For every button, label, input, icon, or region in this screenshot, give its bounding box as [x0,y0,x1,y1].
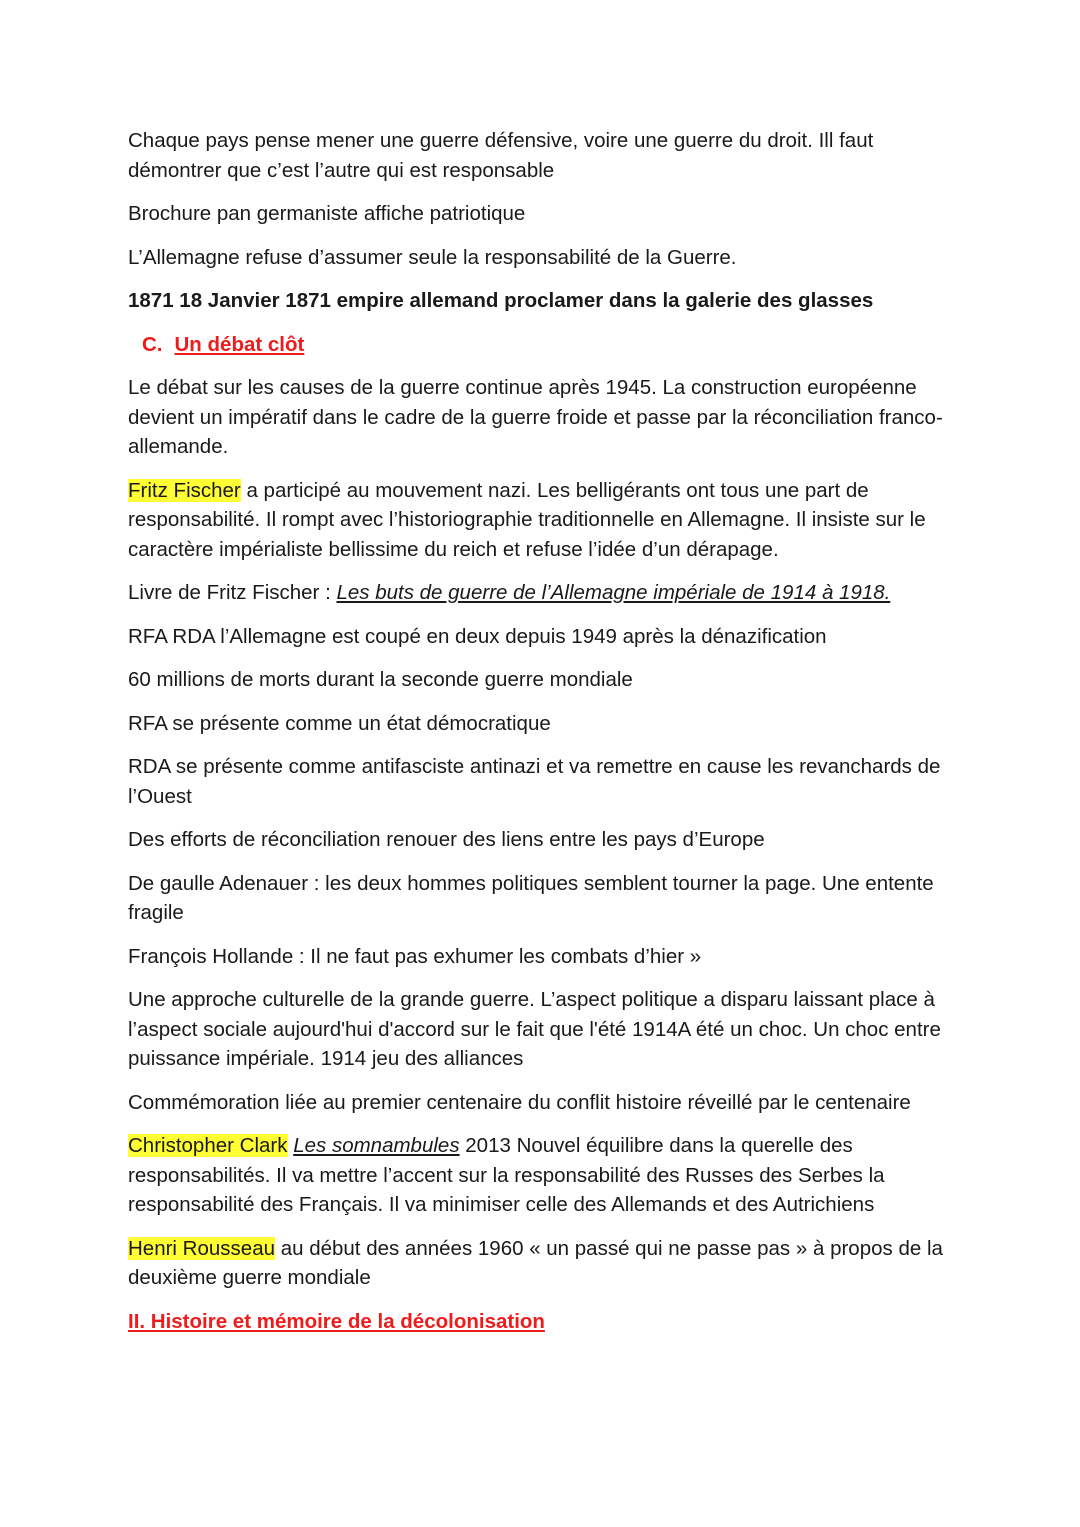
paragraph-brochure: Brochure pan germaniste affiche patriotique [128,202,526,225]
paragraph-de-gaulle-adenauer: De gaulle Adenauer : les deux hommes politiques semblent tourner la page. Une entente fragile [128,871,934,924]
paragraph-60-millions: 60 millions de morts durant la seconde guerre mondiale [128,668,633,691]
paragraph-fritz-fischer [128,476,958,565]
paragraph-henri-rousseau [128,1234,958,1293]
section-letter: C. [142,332,163,356]
paragraph-commemoration: Commémoration liée au premier centenaire du conflit histoire réveillé par le centenaire [128,1090,911,1114]
highlighted-name: Christopher Clark [128,1134,288,1157]
section-heading-ii: II. Histoire et mémoire de la décolonisation [128,1309,545,1333]
paragraph-rfa: RFA se présente comme un état démocratique [128,711,551,735]
highlighted-name: Henri Rousseau [128,1236,275,1260]
paragraph-approche-culturelle: Une approche culturelle de la grande guerre. L’aspect politique a disparu laissant place à l’aspect sociale aujourd'hui d'accord sur le fait que l'été 1914A été un choc. Un choc entre puissance impériale. 1914 jeu des alliances [128,988,941,1070]
paragraph-text: 2013 Nouvel équilibre dans la querelle des responsabilités. Il va mettre l’accent sur la responsabilité des Russes des Serbes la responsabilité des Français. Il va minimiser celle des Allemands et des Autrichiens [128,1134,885,1216]
paragraph-rda: RDA se présente comme antifasciste antinazi et va remettre en cause les revanchards de l’Ouest [128,755,941,808]
paragraph-reconciliation: Des efforts de réconciliation renouer des liens entre les pays d’Europe [128,828,765,851]
book-title: Les buts de guerre de l’Allemagne impériale de 1914 à 1918. [336,581,891,604]
document-page [128,126,958,1350]
paragraph-prefix: Livre de Fritz Fischer : [128,581,337,604]
highlighted-name: Fritz Fischer [128,478,241,502]
paragraph-christopher-clark [128,1131,958,1220]
paragraph-guerre-defensive: Chaque pays pense mener une guerre défensive, voire une guerre du droit. Ill faut démontrer que c’est l’autre qui est responsable [128,129,874,182]
paragraph-hollande: François Hollande : Il ne faut pas exhumer les combats d’hier » [128,944,702,968]
paragraph-rfa-rda: RFA RDA l’Allemagne est coupé en deux depuis 1949 après la dénazification [128,624,827,648]
paragraph-empire-1871: 1871 18 Janvier 1871 empire allemand proclamer dans la galerie des glasses [128,289,874,312]
paragraph-text: au début des années 1960 « un passé qui ne passe pas » à propos de la deuxième guerre mondiale [128,1236,943,1289]
paragraph-debat-causes: Le débat sur les causes de la guerre continue après 1945. La construction européenne devient un impératif dans le cadre de la guerre froide et passe par la réconciliation franco-allemande. [128,376,943,458]
paragraph-livre-fischer [128,578,958,608]
paragraph-text: a participé au mouvement nazi. Les belligérants ont tous une part de responsabilité. Il rompt avec l’historiographie traditionnelle en Allemagne. Il insiste sur le caractère impérialiste bellissime du reich et refuse l’idée d’un dérapage. [128,478,926,561]
section-title: Un débat clôt [174,332,305,356]
book-title: Les somnambules [293,1134,460,1157]
section-heading-c [142,330,958,360]
paragraph-allemagne-refuse: L’Allemagne refuse d’assumer seule la responsabilité de la Guerre. [128,245,737,269]
